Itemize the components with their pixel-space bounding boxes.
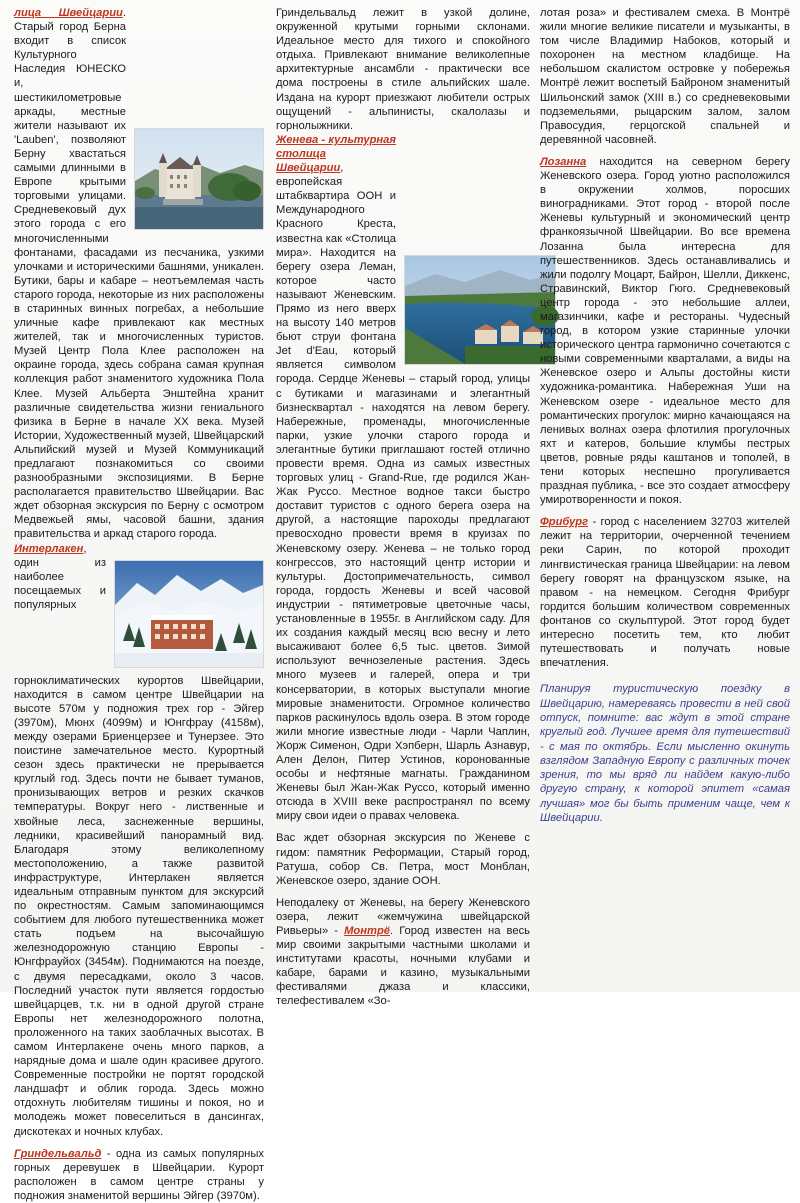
travel-tip-callout: Планируя туристическую поездку в Швейцарию, намереваясь провести в ней свой отпуск, помните: вас ждут в этой стране круглый год. Лучшее время для путешествий - с мая по октябрь. Если мысленно окинуть взглядом Западную Европу с различных точек зрения, то мы вряд ли найдем какую-либо другую страну, к которой эпитет «самая лучшая» мог бы быть применим чаще, чем к Швейцарии.: [540, 683, 790, 824]
grindelwald-continued-text: Гриндельвальд лежит в узкой долине, окруженной крутыми горными склонами. Идеальное место для тихого и спокойного отдыха. Привлекают внимание великолепные архитектурные ансамбли - практически все дома построены в стиле альпийских шале. Издана на курорт приезжают любители острых ощущений - альпинисты, скалолазы и горнолыжники.: [276, 7, 530, 132]
grindelwald-heading: Гриндельвальд: [14, 1147, 102, 1160]
montreux-continued-paragraph: [540, 6, 790, 147]
lausanne-heading: Лозанна: [540, 155, 587, 168]
fribourg-heading: Фрибург: [540, 516, 589, 529]
montreux-heading: Монтрё: [344, 925, 391, 937]
grindelwald-paragraph: [14, 1147, 264, 1203]
geneva-text: , европейская штабквартира ООН и Международного Красного Креста, известна как «Столица мира». Находится на берегу озера Леман, которое часто называют Женевским. Прямо из него вверх на высоту 140 метров бьют струи фонтана Jet d'Eau, который является символом города. Сердце Женевы – старый город, улицы с бутиками и магазинами и элегантный бизнесквартал - находятся на левом берегу. Набережные, променады, многочисленные парки, узкие улочки старого города и элегантные бутики приглашают гостей отлично провести время. Одна из самых известных торговых улиц - Grand-Rue, где родился Жан-Жак Руссо. Местное водное такси быстро доставит туристов с одного берега озера на другой, а настоящие пароходы предлагают превосходно провести время в круизах по Женевскому озеру. Женева – не только город конгрессов, это настоящий центр истории и культуры. Достопримечательность, символ города, гордость Женевы и всей часовой индустрии - пятиметровые цветочные часы, установленные в 1955г. в Английском саду. Для их создания каждый месяц всю весну и лето высаживают более 6,5 тыс. цветов. Зимой используют вечнозеленые растения. Здесь много музеев и галерей, опера и три консерватории, в которых выступали многие мировые знаменитости. Огромное количество парков раскинулось вдоль озера. В этом городе жили многие известные люди - Чарли Чаплин, Жорж Сименон, Одри Хэпберн, Шарль Азнавур, Ален Делон, Питер Устинов, коронованные особы и нефтяные магнаты. Гражданином Женевы был Жан-Жак Руссо, который именно отсюда в XVIII веке распространял по всему миру свои идеи о правах человека.: [276, 162, 530, 823]
fribourg-paragraph: [540, 515, 790, 670]
column-3: [540, 6, 790, 992]
geneva-tour-text: Вас ждет обзорная экскурсия по Женеве с гидом: памятник Реформации, Старый город, Ратуша, собор Св. Петра, мост Монблан, Женевское озеро, здание ООН.: [276, 832, 530, 887]
geneva-paragraph: [276, 133, 530, 824]
geneva-tour-paragraph: [276, 831, 530, 887]
column-1: [14, 6, 264, 1202]
montreux-continued-text: лотая роза» и фестивалем смеха. В Монтрё жили многие великие писатели и музыканты, в том числе Владимир Набоков, который и похоронен на местном кладбище. На небольшом скалистом островке у побережья Монтрё лежит воспетый Байроном знаменитый Шильонский замок (XIII в.) со средневековыми подземельями, рыцарским залом, залом Правосудия, герцогской спальней и деревянной часовней.: [540, 7, 790, 146]
snow-photo: [114, 560, 264, 668]
grindelwald-text: - одна из самых популярных горных деревушек в Швейцарии. Курорт расположен в самом центре страны у подножия знаменитой вершины Эйгер (3970м).: [14, 1147, 264, 1202]
column-2: [276, 6, 530, 1008]
montreux-paragraph: [276, 896, 530, 1009]
bern-paragraph: [14, 6, 264, 542]
geneva-heading: Женева - культурная столица Швейцарии: [276, 133, 396, 175]
bern-text: . Старый город Берна входит в список Культурного Наследия ЮНЕСКО и, шестикилометровые аркады, местные жители называют их 'Lauben', позволяют Берну хвастаться самыми длинными в Европе крытыми торговыми улицами. Средневековый дух этого города с его многочисленными фонтанами, фасадами из песчаника, узкими улочками и историческими башнями, уникален. Бутики, бары и кабаре – неотъемлемая часть старого города, некоторые из них расположены в старинных винных погребах, а небольшие уличные кафе привлекают как местных жителей, так и многочисленных туристов. Музей Центр Пола Клее расположен на окраине города, здесь собрана самая крупная коллекция работ знаменитого художника Пола Клее. Музей Альберта Энштейна хранит различные свидетельства жизни гениального физика в Берне в начале XX века. Музей Истории, Художественный музей, Швейцарский Альпийский музей и Музей Коммуникаций предлагают познакомиться со своими разнообразными экспозициями. В Берне располагается правительство Швейцарии. Вас ждет обзорная экскурсия по Берну с осмотром Медвежьей ямы, часовой башни, здания правительства и аркад старого города.: [14, 7, 264, 541]
interlaken-text: , один из наиболее посещаемых и популярных горноклиматических курортов Швейцарии, находится в самом центре Швейцарии на высоте 570м у подножия трех гор - Эйгер (3970м), Мюнх (4099м) и Юнгфрау (4158м), между озерами Бриенцерзее и Тунерзее. Это поистине замечательное место. Курортный сезон здесь практически не прерывается круглый год. Здесь почти не бывает туманов, пронизывающих ветров и резких скачков температуры. Вокруг него - лиственные и хвойные леса, заснеженные вершины, ледники, красивейший панорамный вид. Благодаря этому великолепному местоположению, а также развитой инфраструктуре, Интерлакен является идеальным отправным пунктом для экскурсий по окрестностям. Самым запоминающимся событием для любого путешественника может стать подъем на высочайшую железнодорожную станцию Европы - Юнгфрауйох (3454м). Поднимаются на поезде, с двумя пересадками, около 3 часов. Последний участок пути является гордостью швейцарцев, т.к. ни в одной другой стране Европы нет железнодорожного полотна, проложенного на таких заоблачных высотах. В самом Интерлакене очень много парков, а нарядные дома и шале один красивее другого. Современные постройки не портят городской ландшафт и облик города. Здесь можно отдохнуть любителям тишины и покоя, но и молодежь может повеселиться в дансингах, дискотеках и ночных клубах.: [14, 542, 264, 1138]
montreux-text: . Город известен на весь мир своими закрытыми частными школами и институтами красоты, ночными клубами и кабаре, барами и казино, музыкальными фестивалями джаза и классики, телефестивалем «Зо-: [276, 925, 530, 1008]
lausanne-text: находится на северном берегу Женевского озера. Город уютно расположился в окружении холмов, поросших виноградниками. Этот город - второй после Женевы культурный и экономический центр франкоязычной Швейцарии. Во все времена Лозанна была интересна для путешественников. Здесь останавливались и жили подолгу Моцарт, Байрон, Шелли, Диккенс, Стравинский, Виктор Гюго. Средневековый центр города - это небольшие аллеи, магазинчики, кафе и рестораны. Чудесный город, в котором узкие старинные улочки исторического центра гармонично сочетаются с новыми современными кварталами, а виды на Женевское озеро и Альпы достойны кисти художника-романтика. Набережная Уши на Женевском озере - идеальное место для романтических прогулок: мирно качающаяся на ленивых волнах озера флотилия прогулочных яхт и катеров, большие клумбы пестрых цветов, ровные ряды каштанов и тополей, в тени которых неспешно прогуливается праздная публика, - все это создает атмосферу умиротворенности и покоя.: [540, 155, 790, 507]
fribourg-text: - город с населением 32703 жителей лежит на территории, очерченной течением реки Сарин, по которой проходит лингвистическая граница Швейцарии: на левом берегу говорят на французском языке, на правом - на немецком. Сегодня Фрибург гордится большим количеством современных фонтанов со скульптурой. Этот город будет интересно посетить тем, кто любит путешествовать и получать новые впечатления.: [540, 516, 790, 670]
interlaken-heading: Интерлакен: [14, 542, 84, 555]
grindelwald-continued-paragraph: [276, 6, 530, 133]
castle-photo: [134, 128, 264, 230]
montreux-intro-text: Неподалеку от Женевы, на берегу Женевского озера, лежит «жемчужина швейцарской Ривьеры» -: [276, 896, 530, 937]
lausanne-paragraph: [540, 155, 790, 507]
lake-photo: [404, 255, 556, 365]
bern-heading: лица Швейцарии: [14, 7, 123, 19]
